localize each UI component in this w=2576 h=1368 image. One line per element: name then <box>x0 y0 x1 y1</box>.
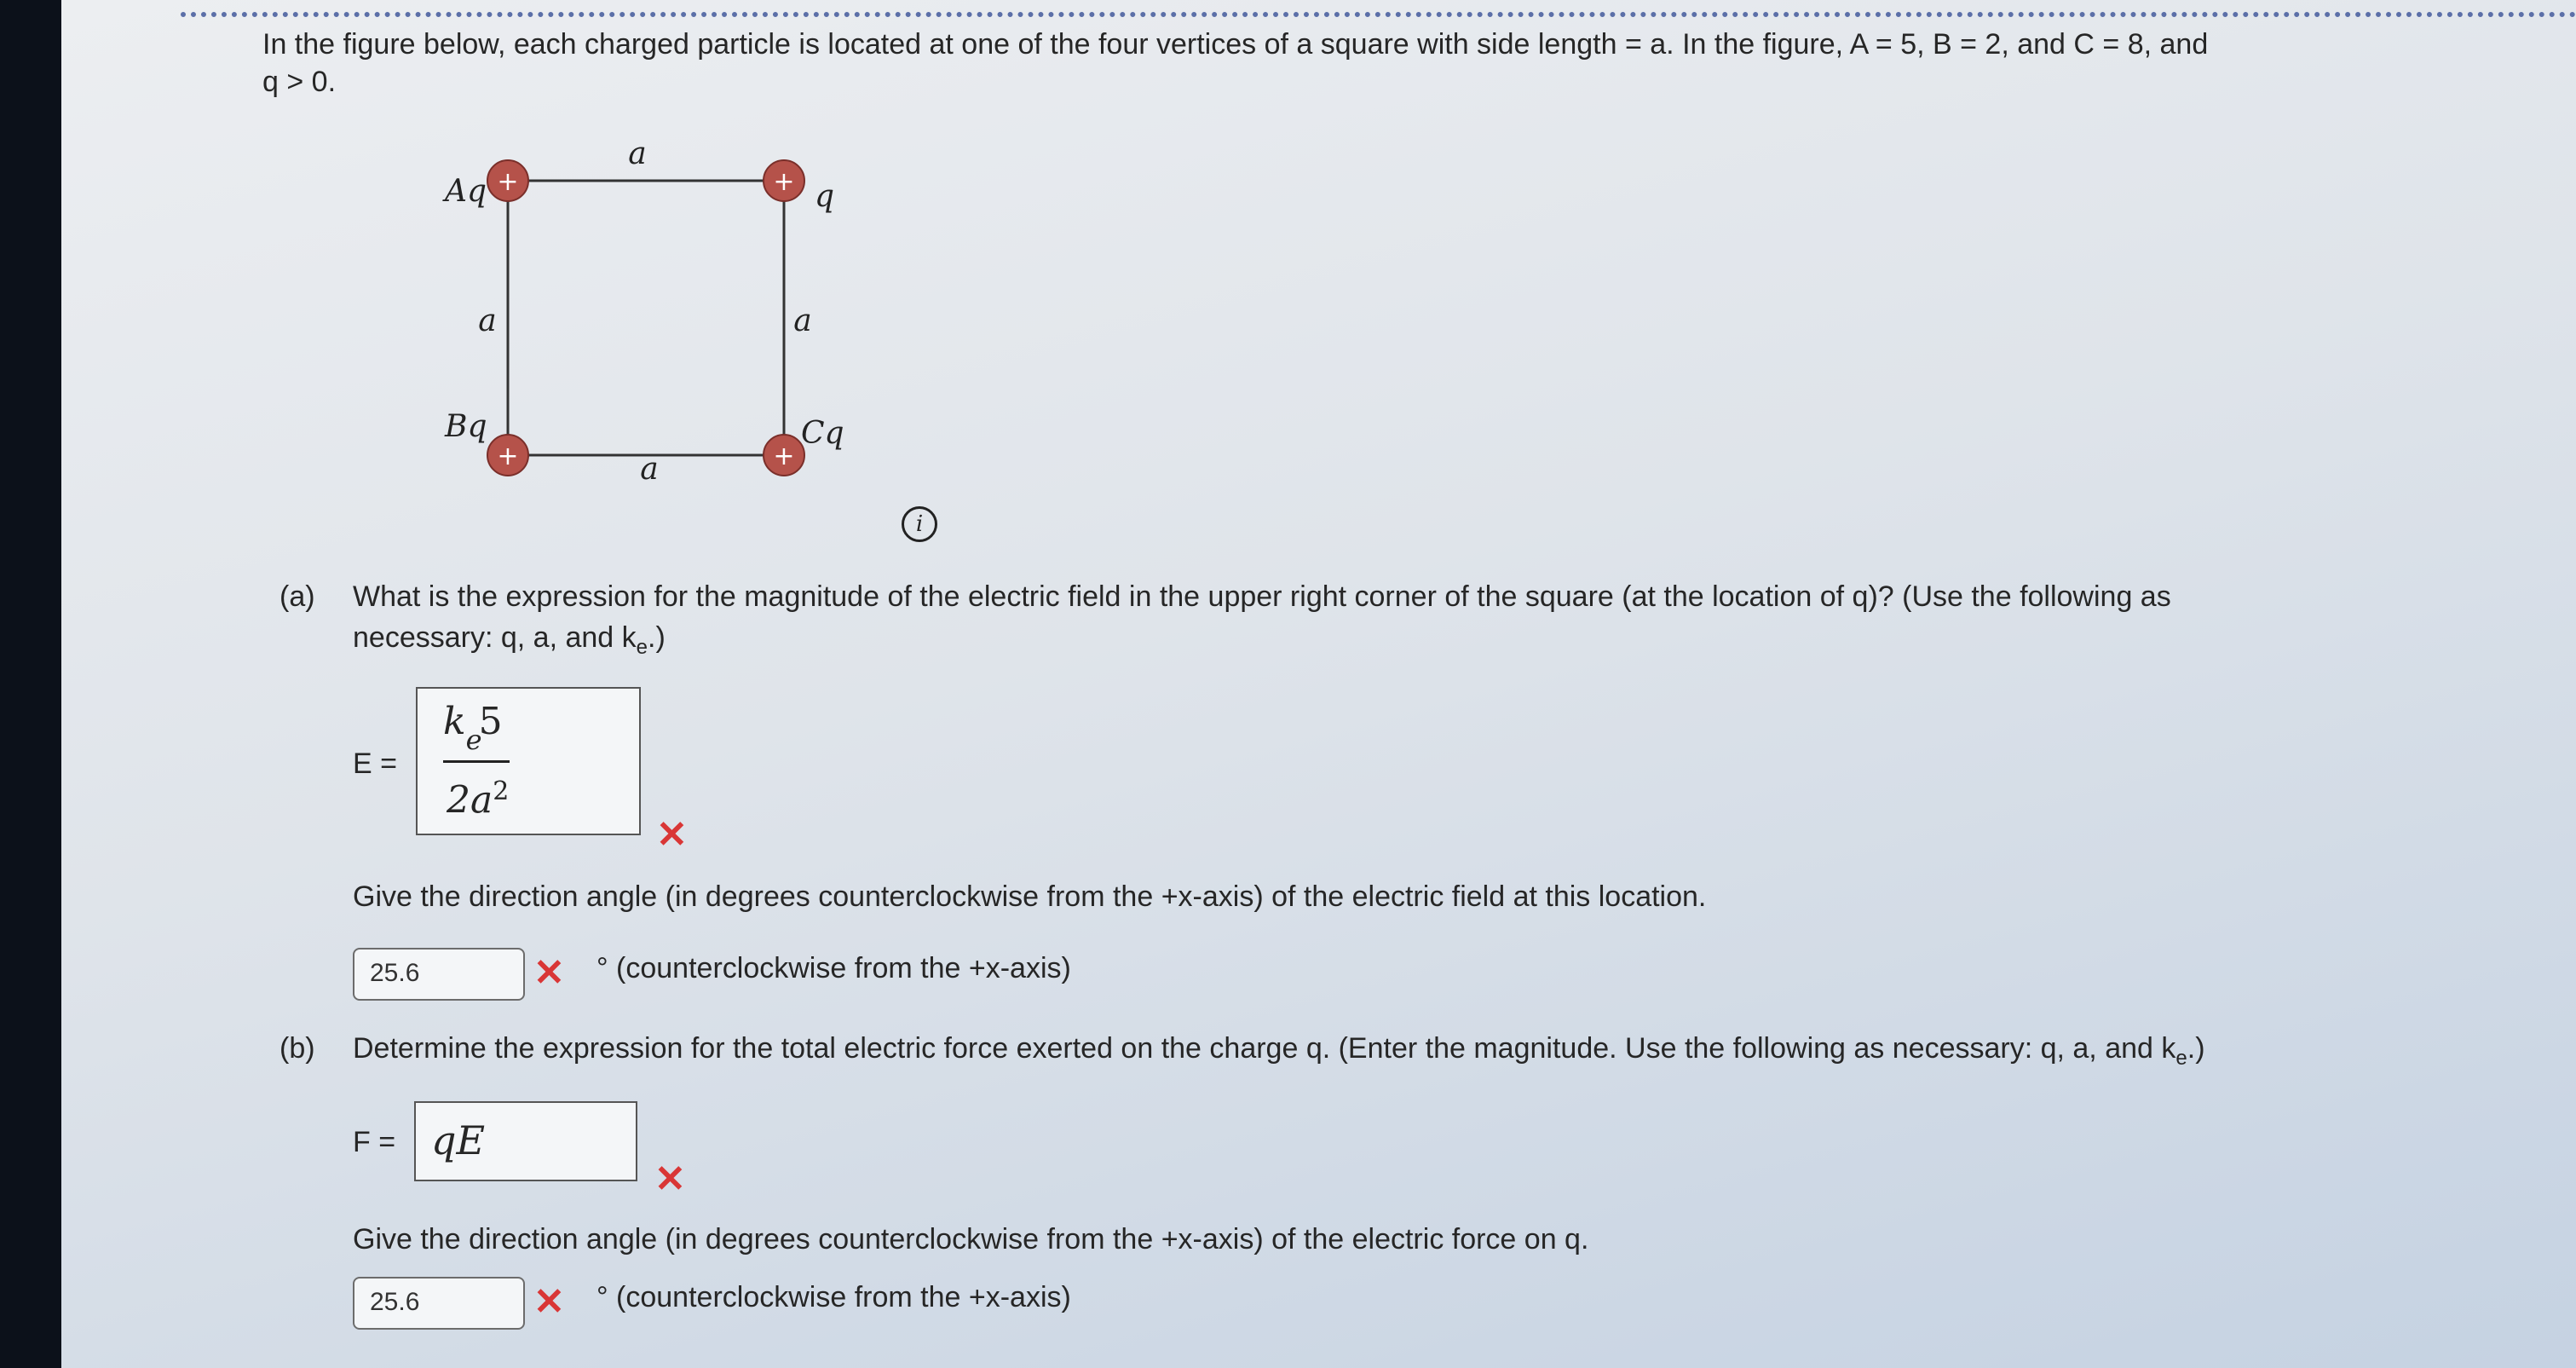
svg-text:+: + <box>773 442 795 471</box>
screen-bezel <box>0 0 61 1368</box>
part-a-question-line2: necessary: q, a, and $k_e$.) <box>353 621 666 659</box>
incorrect-mark-force: ✕ <box>654 1158 686 1200</box>
svg-text:+: + <box>773 167 795 197</box>
force-answer-value: qE <box>431 1117 486 1163</box>
part-b-question: Determine the expression for the total electric force exerted on the charge q. (Enter the magnitude. Use the following as necessary: q, a, and $k_e$.) <box>353 1032 2205 1070</box>
label-bottom-right: Cq <box>801 416 844 451</box>
label-top-right: q <box>815 179 835 214</box>
side-label-left: a <box>478 303 497 338</box>
force-direction-prompt: Give the direction angle (in degrees counterclockwise from the +x-axis) of the electric force on q. <box>353 1223 1589 1255</box>
force-direction-unit: ° (counterclockwise from the +x-axis) <box>596 1281 1071 1313</box>
info-icon[interactable]: i <box>902 506 937 542</box>
field-answer-denominator: $2a^2$ <box>447 776 510 823</box>
side-label-right: a <box>793 303 812 338</box>
incorrect-mark-force-direction: ✕ <box>533 1281 565 1323</box>
charge-bottom-right <box>764 435 804 476</box>
question-border <box>181 12 2576 17</box>
fraction-bar <box>443 760 510 763</box>
problem-intro-line1: In the figure below, each charged particle is located at one of the four vertices of a square with side length = a. In the figure, A = 5, B = 2, and C = 8, and <box>262 28 2209 61</box>
field-direction-input[interactable]: 25.6 <box>353 948 525 1001</box>
charge-top-right <box>764 160 804 201</box>
incorrect-mark-field-direction: ✕ <box>533 952 565 994</box>
field-answer-numerator: $k_e5$ <box>443 700 503 756</box>
side-label-top: a <box>628 136 647 171</box>
svg-text:+: + <box>497 167 519 197</box>
field-direction-prompt: Give the direction angle (in degrees counterclockwise from the +x-axis) of the electric field at this location. <box>353 880 1707 913</box>
charge-top-left <box>487 160 528 201</box>
force-direction-input[interactable]: 25.6 <box>353 1277 525 1330</box>
label-bottom-left: Bq <box>445 409 487 444</box>
label-top-left: Aq <box>445 174 487 209</box>
incorrect-mark-field: ✕ <box>656 814 688 856</box>
svg-text:+: + <box>497 442 519 471</box>
part-b-tag: (b) <box>279 1032 315 1065</box>
part-a-tag: (a) <box>279 580 315 613</box>
force-answer-label: F = <box>353 1126 396 1158</box>
force-answer-input[interactable] <box>414 1101 637 1181</box>
part-a-question-line1: What is the expression for the magnitude of the electric field in the upper right corner of the square (at the location of q)? (Use the following as <box>353 580 2171 613</box>
field-answer-label: E = <box>353 747 397 780</box>
side-label-bottom: a <box>640 452 659 487</box>
field-answer-input[interactable] <box>416 687 641 835</box>
charge-bottom-left <box>487 435 528 476</box>
problem-intro-line2: q > 0. <box>262 66 337 98</box>
charge-square-figure <box>426 128 903 494</box>
field-direction-unit: ° (counterclockwise from the +x-axis) <box>596 952 1071 984</box>
